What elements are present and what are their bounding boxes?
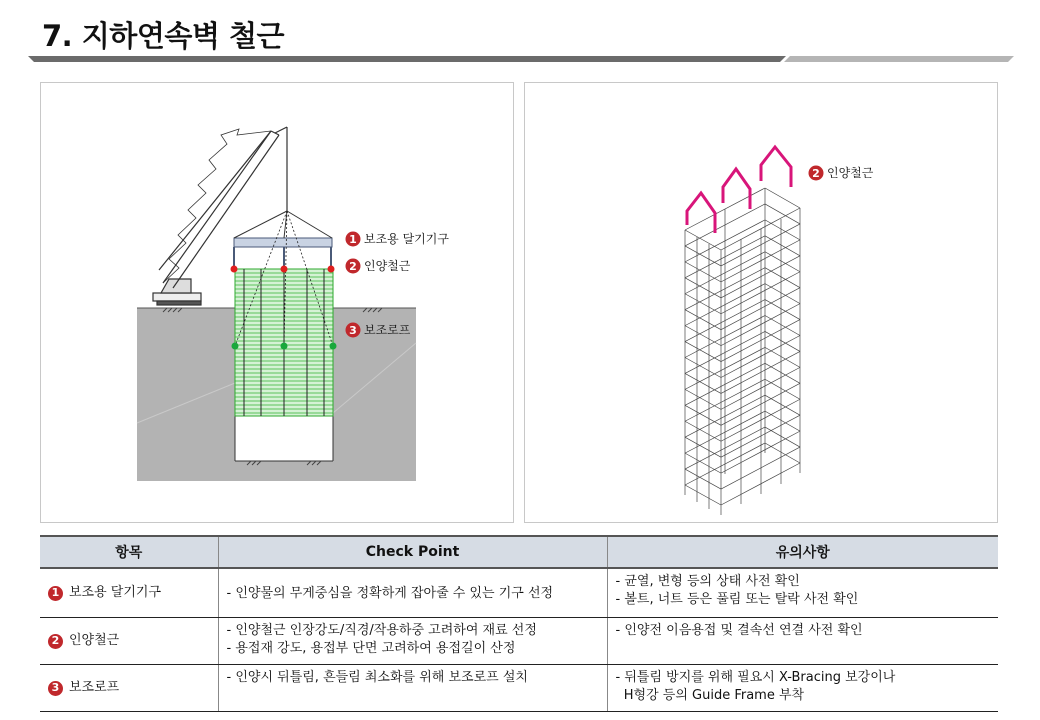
notes-cell <box>607 568 998 618</box>
rebar-hoop <box>685 421 721 441</box>
check-table <box>40 535 998 712</box>
title-underline-bar <box>0 56 1040 64</box>
check-point-line: - 인양물의 무게중심을 정확하게 잡아줄 수 있는 기구 선정 <box>226 586 554 601</box>
rope-point <box>232 343 239 350</box>
rebar-hoop <box>765 316 800 336</box>
rebar-hoop <box>765 363 800 383</box>
check-point-cell <box>218 568 607 618</box>
rebar-hoop <box>721 367 800 409</box>
svg-text:2: 2 <box>349 260 357 273</box>
item-label: 보조용 달기기구 <box>69 585 162 600</box>
rebar-hoop <box>765 331 800 351</box>
rebar-hoop <box>685 262 721 282</box>
rebar-hoop <box>685 342 721 362</box>
rebar-cage-3d <box>685 188 800 515</box>
rebar-hoop <box>685 278 721 298</box>
rebar-hoop <box>721 240 800 282</box>
rebar-hoop <box>685 453 721 473</box>
rebar-hoop <box>721 431 800 473</box>
rebar-hoop <box>685 485 721 505</box>
lifting-rebar-hooks <box>687 147 791 233</box>
rebar-hoop <box>721 320 800 362</box>
rope-point <box>281 343 288 350</box>
svg-text:1: 1 <box>349 233 357 246</box>
rebar-hoop <box>685 310 721 330</box>
label-lifting-rebar <box>346 258 411 274</box>
rebar-hoop <box>721 447 800 489</box>
svg-text:보조로프: 보조로프 <box>364 323 411 337</box>
check-point-cell <box>218 665 607 712</box>
note-line: - 뒤틀림 방지를 위해 필요시 X-Bracing 보강이나 <box>615 670 896 685</box>
rebar-hoop <box>685 294 721 314</box>
item-cell <box>40 568 218 618</box>
note-line: - 볼트, 너트 등은 풀림 또는 탈락 사전 확인 <box>615 592 859 607</box>
rebar-hoop <box>721 463 800 505</box>
rebar-hoop <box>721 208 800 250</box>
rebar-hoop <box>765 204 800 224</box>
rebar-cage-3d-diagram <box>525 83 999 524</box>
rebar-hoop <box>765 443 800 463</box>
lift-point <box>328 266 335 273</box>
check-point-line: - 인양시 뒤틀림, 흔들림 최소화를 위해 보조로프 설치 <box>226 670 528 685</box>
rebar-hoop <box>721 272 800 314</box>
table-row <box>40 665 998 712</box>
item-label: 인양철근 <box>69 633 120 648</box>
label-auxiliary-rope <box>346 323 411 338</box>
lifting-beam <box>234 238 332 247</box>
label-auxiliary-hanger <box>346 231 450 247</box>
crane-lifting-diagram <box>41 83 515 524</box>
svg-text:2: 2 <box>812 167 820 180</box>
rebar-hoop <box>721 288 800 330</box>
lift-point <box>231 266 238 273</box>
rebar-hoop <box>721 224 800 266</box>
header-notes: 유의사항 <box>607 536 998 568</box>
number-badge: 3 <box>48 681 63 696</box>
notes-cell <box>607 618 998 665</box>
rebar-hoop <box>685 405 721 425</box>
rebar-hoop <box>685 246 721 266</box>
svg-text:인양철근: 인양철근 <box>364 259 411 273</box>
rebar-hoop <box>721 256 800 298</box>
rebar-hoop <box>685 469 721 489</box>
lift-point <box>281 266 288 273</box>
rebar-hoop <box>765 300 800 320</box>
header-check-point: Check Point <box>218 536 607 568</box>
rebar-hoop <box>685 326 721 346</box>
table-row <box>40 618 998 665</box>
rebar-hoop <box>765 347 800 367</box>
page-title: 7. 지하연속벽 철근 <box>42 19 284 53</box>
rebar-hoop <box>765 252 800 272</box>
note-line: H형강 등의 Guide Frame 부착 <box>615 688 805 703</box>
check-point-line: - 용접재 강도, 용접부 단면 고려하여 용접길이 산정 <box>226 641 516 656</box>
number-badge: 1 <box>48 586 63 601</box>
check-point-cell <box>218 618 607 665</box>
rebar-hoop <box>721 304 800 346</box>
label-lifting-rebar-3d <box>809 165 874 181</box>
rebar-hoop <box>721 415 800 457</box>
rebar-hoop <box>765 379 800 399</box>
table-header-row <box>40 536 998 568</box>
rebar-hoop <box>721 351 800 393</box>
svg-text:인양철근: 인양철근 <box>827 166 874 180</box>
rebar-hoop <box>765 411 800 431</box>
rope-point <box>330 343 337 350</box>
table-row <box>40 568 998 618</box>
rebar-hoop <box>765 220 800 240</box>
rebar-hoop <box>685 358 721 378</box>
number-badge: 2 <box>48 634 63 649</box>
rebar-hoop <box>765 236 800 256</box>
check-point-line: - 인양철근 인장강도/직경/작용하중 고려하여 재료 선정 <box>226 623 537 638</box>
rebar-hoop <box>685 437 721 457</box>
rebar-hoop <box>685 373 721 393</box>
rebar-hoop <box>765 427 800 447</box>
item-label: 보조로프 <box>69 680 120 695</box>
note-line: - 인양전 이음용접 및 결속선 연결 사전 확인 <box>615 623 863 638</box>
notes-cell <box>607 665 998 712</box>
rebar-hoop <box>721 383 800 425</box>
crane-lifting-diagram-panel <box>40 82 514 523</box>
rebar-cage-3d-panel <box>524 82 998 523</box>
svg-text:보조용 달기기구: 보조용 달기기구 <box>364 232 449 246</box>
item-cell <box>40 618 218 665</box>
svg-text:3: 3 <box>349 324 357 337</box>
rebar-hoop <box>721 399 800 441</box>
header-item: 항목 <box>40 536 218 568</box>
item-cell <box>40 665 218 712</box>
rebar-hoop <box>685 389 721 409</box>
rebar-hoop <box>721 336 800 378</box>
note-line: - 균열, 변형 등의 상태 사전 확인 <box>615 574 800 589</box>
rebar-hoop <box>765 284 800 304</box>
rebar-hoop <box>765 395 800 415</box>
rebar-hoop <box>765 188 800 208</box>
rebar-hoop <box>765 268 800 288</box>
